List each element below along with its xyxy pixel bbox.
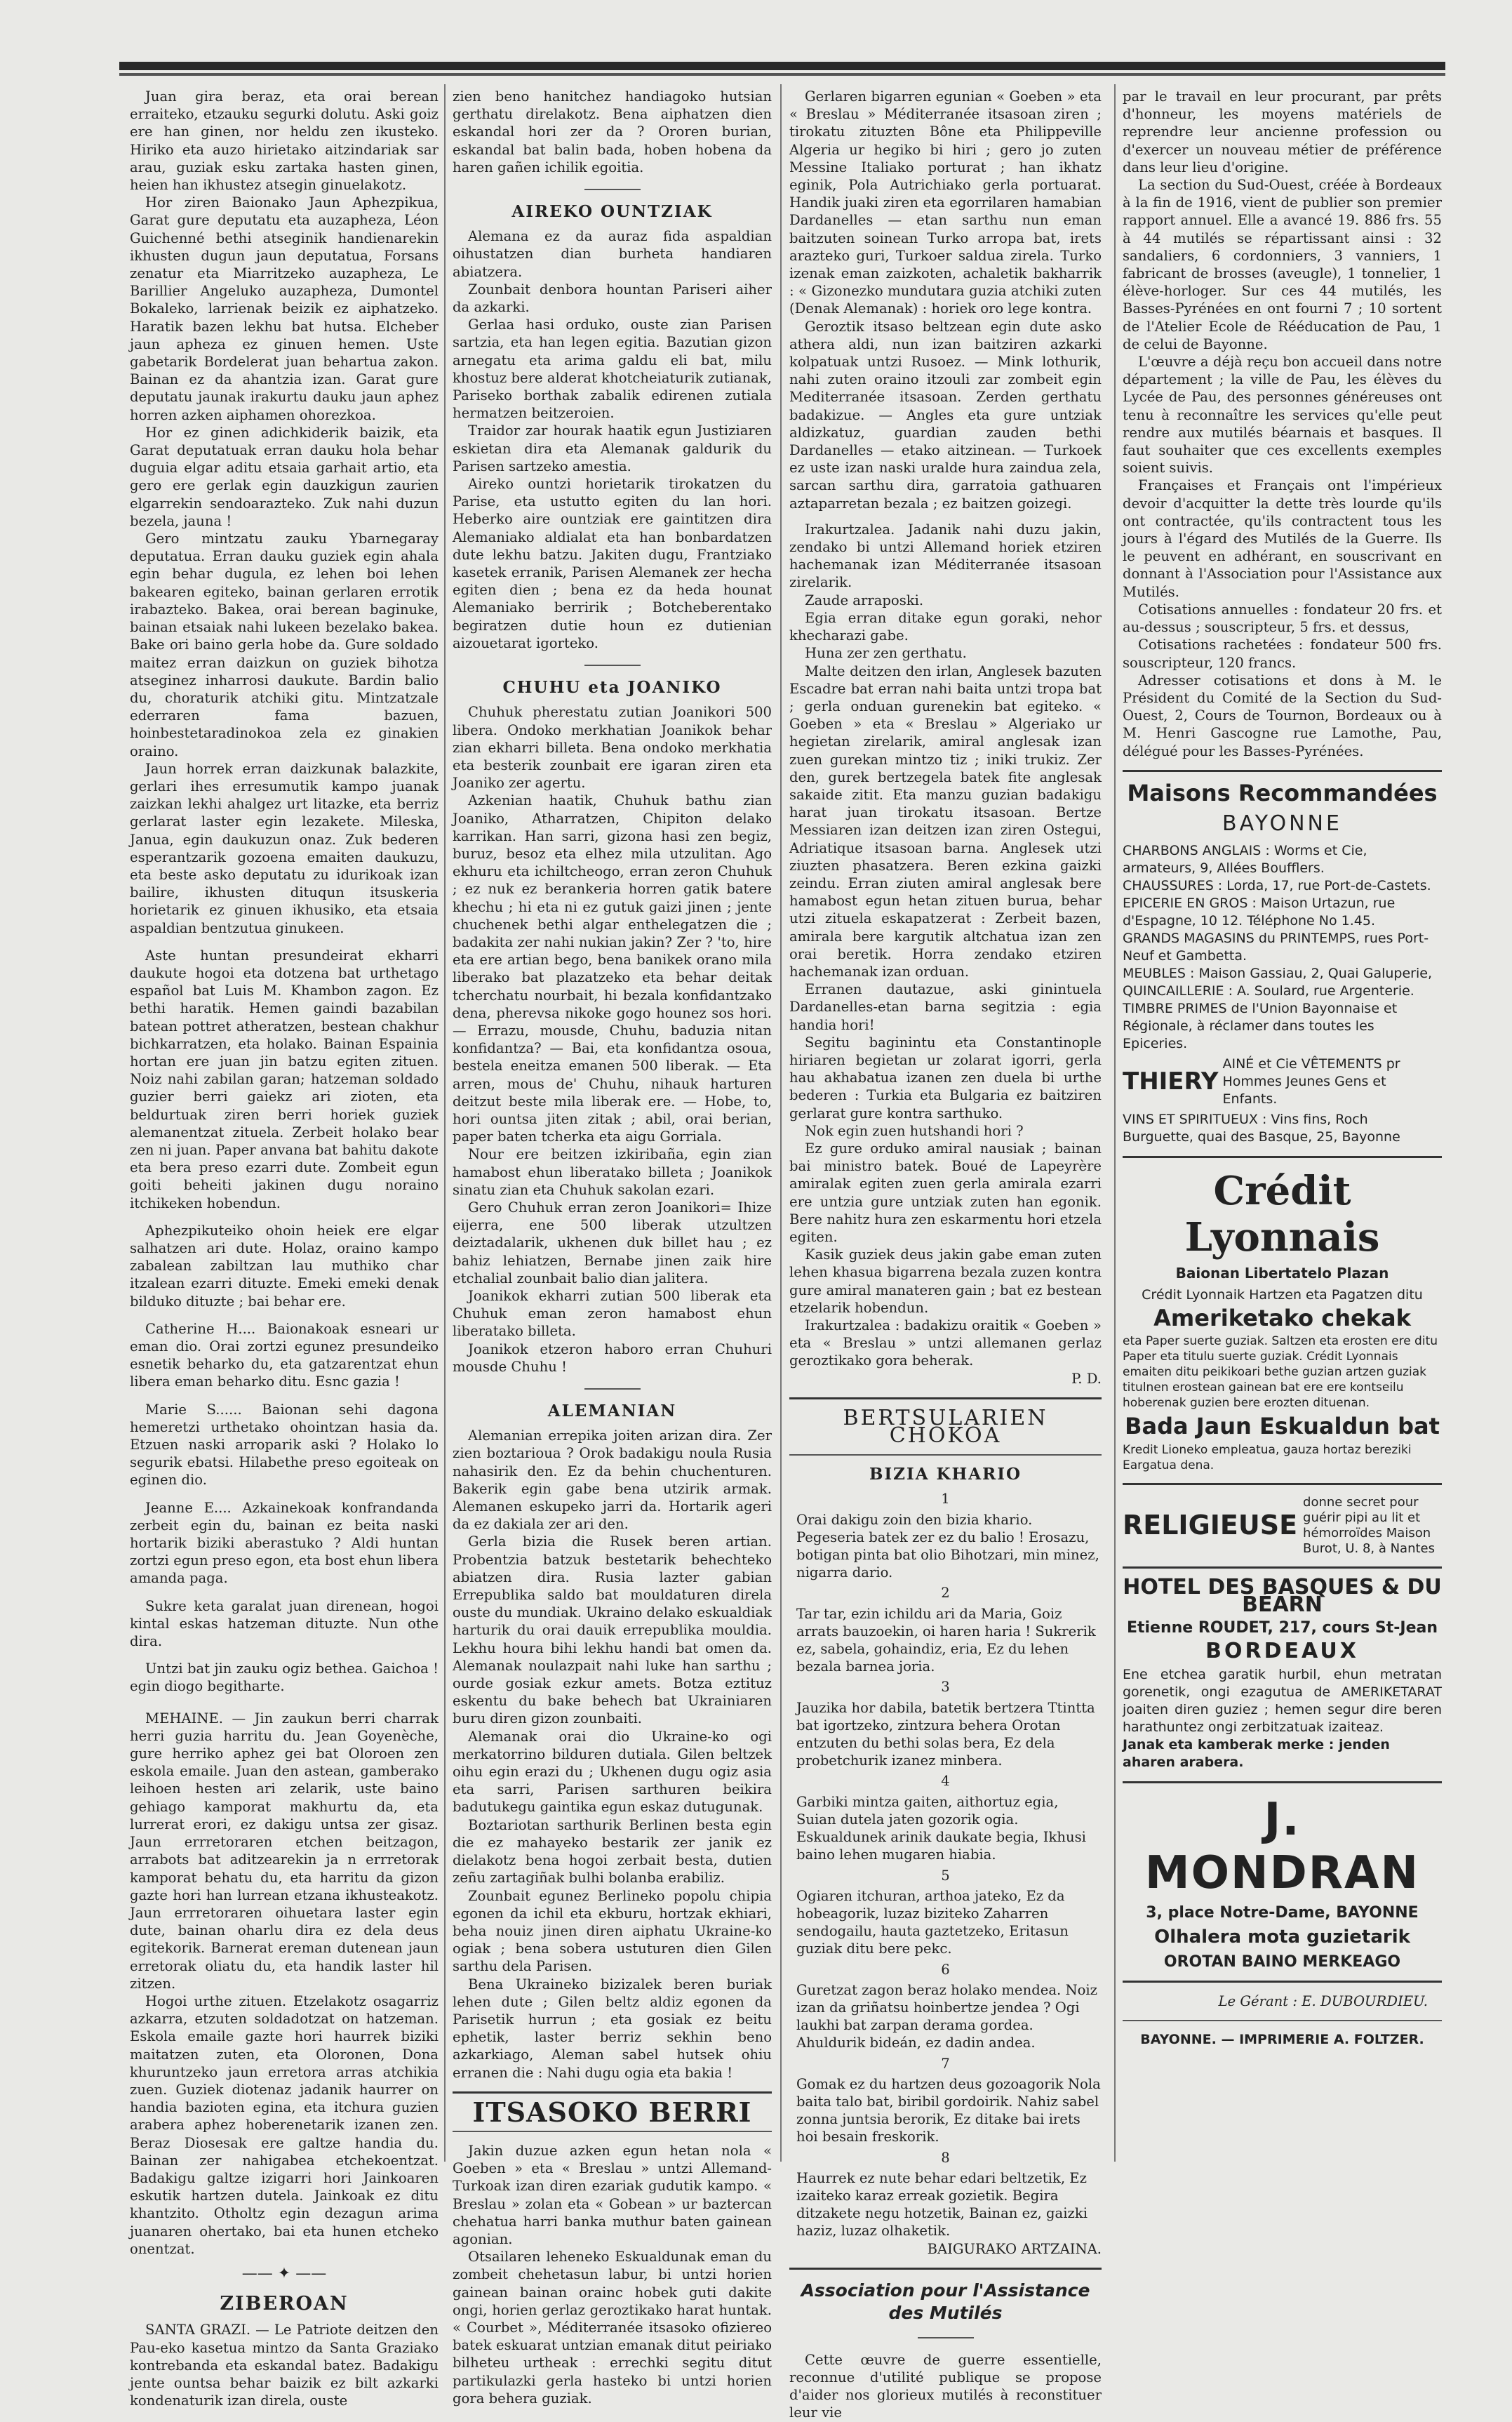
ad-item: TIMBRE PRIMES de l'Union Bayonnaise et Régionale, à réclamer dans toutes les Epiceries. xyxy=(1123,1001,1398,1052)
court-item: Catherine H.... Baionakoak esneari ur eman dio. Orai zortzi egunez presundeiko esnetik beharko du, eta gatzarentzat ehun libera eman beharko ditu. Esnc gazia ! xyxy=(130,1320,439,1390)
ad-headline: Ameriketako chekak xyxy=(1153,1305,1411,1332)
paragraph: Huna zer zen gerthatu. xyxy=(805,645,967,662)
court-item: Marie S...... Baionan sehi dagona hemeretzi urthetako ohointzan hasia da. Etzuen naski arroparik aski ? Holako lo segurik ebatsi. Hilabethe preso egoiteak on eginen dio. xyxy=(130,1401,439,1489)
ad-text: Kredit Lioneko empleatua, gauza hortaz bereziki Eargatua dena. xyxy=(1123,1442,1412,1472)
column-divider xyxy=(444,84,446,2162)
court-item: Jeanne E.... Azkainekoak konfrandanda zerbeit egin du, bainan ez beita naski hortarik biziki aberastuko ? Aldi huntan zortzi egun preso egon, eta bost ehun libera amanda paga. xyxy=(130,1499,439,1587)
paragraph: Malte deitzen den irlan, Anglesek bazuten Escadre bat erran nahi baita untzi tropa bat ; gerla onduan gurenekin bat egiteko. « Goeben » eta « Breslau » Algeriako ur hegietan zirelarik, amiral anglesak izan zuen gurekan mintzo tiz ; iniki trukiz. Zer den, gurek bertzegela batek fite anglesak sakaide zitit. Eta manzu guzian badakigu harat juan tirokatu itsasoan. Bertze Messiaren izan deitzen izan ziren Ostegui, Adriatique itsasoan barna. Anglesek utzi ziuzten phasatzera. Beren ezkina gaizki zeindu. Erran ziuten amiral anglesak bere hamabost egun hetan zituen burua, behar utzi zituela eskapatzerat : Zerbeit bazen, amirala bere kargutik altchatua izan zen orai beretik. Horra zendako etziren hachemanak izan orduan. xyxy=(789,663,1102,980)
santa-grazi-article: SANTA GRAZI. — Le Patriote deitzen den Pau-eko kasetua mintzo da Santa Graziako kontrebanda eta eskandal batez. Badakigu jente ountsa behar baizik ez bilt azkarki kondenaturik izan direla, ouste xyxy=(130,2322,439,2409)
paragraph: Zaude arraposki. xyxy=(805,592,924,608)
ad-item: GRANDS MAGASINS du PRINTEMPS, rues Port-Neuf et Gambetta. xyxy=(1123,931,1429,964)
paragraph: Zounbait denbora hountan Pariseri aiher da azkarki. xyxy=(453,281,772,316)
hotel-address: Etienne ROUDET, 217, cours St-Jean xyxy=(1126,1619,1438,1637)
ad-subtitle: Baionan Libertatelo Plazan xyxy=(1175,1265,1389,1282)
section-title-chuhu: CHUHU eta JOANIKO xyxy=(502,678,722,698)
poem-stanza: Jauzika hor dabila, batetik bertzera Ttintta bat igortzeko, zintzura behera Orotan entzuten du bethi solas bera, Ez dela probetchurik izanez minbera. xyxy=(796,1699,1095,1769)
paragraph: Hogoi urthe zituen. Etzelakotz osagarriz azkarra, etzuten soldadotzat on hatzeman. Eskola emaile gazte hori haurrek biziki maitatzen zuten, eta Oloronen, Dona khuruntzeko jaun erretora arras atchikia zuen. Guziek diotenaz jadanik haurrer on handia bazioten egina, eta itchura guzien arabera aphez hoberenetarik izanen zen. Beraz Diosesak ere galtze handia du. Bainan zer nahigabea etchekoentzat. Badakigu galtze izigarri hori Jainkoaren eskutik hartzen dutela. Jainkoak ez ditu khantzito. Otholtz egin dezagun arima juanaren ohertako, bai eta hunen etcheko onentzat. xyxy=(130,1992,439,2257)
gerant: Le Gérant : E. DUBOURDIEU. xyxy=(1218,1993,1428,2010)
stanza-number: 8 xyxy=(941,2149,950,2166)
section-title-bertsularien: BERTSULARIEN CHOKOA xyxy=(843,1405,1048,1449)
ad-text: Janak eta kamberak merke : jenden aharen arabera. xyxy=(1123,1736,1390,1770)
paragraph: Geroztik itsaso beltzean egin dute asko athera aldi, nun izan baitziren azkarki kolpatuak untzi Rusoez. — Mink lothurik, nahi zuten oraino itzouli zar zombeit egin Mediterranée itsasoan. Zerden gerthatu badakizue. — Angles eta gure untziak aldizkatuz, guardian zauden bethi Dardanelles — etako aitzinean. — Turkoek ez uste izan naski uralde hura zaindua zela, sarcan sarthu dira, garratoia gathuaren aztaparretan bezala ; ez baitzen goizegi. xyxy=(789,318,1102,512)
paragraph: Gerla bizia die Rusek beren artian. Probentzia batzuk bestetarik behechteko abiatzen dira. Rusia lazter gabian Errepublika saldo bat mouldaturen direla ouste du mundiak. Ukraino delako eskualdiak harturik du orai dauik errepublika mouldia. Lekhu houra bihi lekhu handi bat omen da. Alemanak noulazpait nahi luke han sarthu ; ourde gosiak ezkur amets. Botza eztituz eskentu du bake behech bat Ukrainiaren buru diren gizon zounbaiti. xyxy=(453,1533,772,1727)
paragraph: Untzi bat jin zauku ogiz bethea. Gaichoa ! egin diogo begitharte. xyxy=(130,1661,439,1695)
paragraph: Aireko ountzi horietarik tirokatzen du Parise, eta ustutto egiten du lan hori. Heberko aire ountziak ere gaintitzen dira Alemaniako aldialat eta han bonbardatzen dute lekhu batzu. Jakiten dugu, Frantziako kasetek erranik, Parisen Alemanek zer hecha egiten dien ; bena ez da heda hounat Alemaniako berririk ; Botcheberentako begiratzen dutie houn ez dutienian aizouetarat igorteko. xyxy=(453,476,772,651)
paragraph: L'œuvre a déjà reçu bon accueil dans notre département ; la ville de Pau, les élèves du Lycée de Pau, des personnes généreuses ont tenu à reconnaître les services qu'elle peut rendre aux mutilés béarnais et basques. Il faut souhaiter que ces excellents exemples soient suivis. xyxy=(1123,354,1442,477)
section-rule xyxy=(1123,770,1442,772)
section-rule xyxy=(453,2091,772,2094)
section-rule xyxy=(453,2131,772,2132)
poem-stanza: Haurrek ez nute behar edari beltzetik, Ez izaiteko karaz erreak gozietik. Begira ditzakete negu hotzetik, Bainan ez, gaizki haziz, luzaz olhaketik. xyxy=(796,2169,1088,2240)
credit-lyonnais-title: Crédit Lyonnais xyxy=(1184,1168,1380,1261)
paragraph: Traidor zar hourak haatik egun Justiziaren eskietan dira eta Alemanak galdurik du Parisen sartzeko amestia. xyxy=(453,422,772,474)
section-rule xyxy=(1123,1981,1442,1983)
divider xyxy=(584,665,641,666)
ad-item: QUINCAILLERIE : A. Soulard, rue Argenterie. xyxy=(1123,983,1414,999)
divider xyxy=(584,189,641,190)
stanza-number: 2 xyxy=(941,1585,950,1602)
poem-title: BIZIA KHARIO xyxy=(869,1465,1022,1484)
ad-headline: Bada Jaun Eskualdun bat xyxy=(1125,1412,1440,1439)
paragraph: Boztariotan sarthurik Berlinen besta egin die ez mahayeko bestarik zer janik ez dielakotz bena hogoi zerbait besta, dutien zeñu zartagiñak bulhi bolanba erabiliz. xyxy=(453,1816,772,1887)
ad-text: Crédit Lyonnaik Hartzen eta Pagatzen ditu xyxy=(1142,1287,1423,1303)
paragraph: Jakin duzue azken egun hetan nola « Goeben » eta « Breslau » untzi Allemand-Turkoak izan diren ezariak gudutik kampo. « Breslau » zolan eta « Gobean » ur baztercan chehatua harri banka muthur baten gainean agonian. xyxy=(453,2142,772,2247)
mondran-address: 3, place Notre-Dame, BAYONNE xyxy=(1146,1903,1419,1922)
divider xyxy=(584,1388,641,1390)
stanza-number: 7 xyxy=(941,2055,950,2072)
paragraph: Zounbait egunez Berlineko popolu chipia egonen da ichil eta ekburu, hortzak ekhiari, beha nouiz jinen diren aiphatu Ukraine-ko ogiak ; bena sobera ustuturen dien Gilen sarthu dela Parisen. xyxy=(453,1887,772,1975)
stanza-number: 1 xyxy=(941,1491,950,1508)
section-rule xyxy=(1123,1781,1442,1783)
hotel-title: HOTEL DES BASQUES & DU BÉARN xyxy=(1123,1574,1442,1617)
section-title-ziberoan: ZIBEROAN xyxy=(220,2293,349,2315)
column-divider xyxy=(780,84,782,2162)
column-4 xyxy=(1123,88,1442,2165)
religieuse-ad xyxy=(1123,1495,1442,1557)
thiery-logo: THIERY xyxy=(1123,1067,1219,1096)
paragraph: Cette œuvre de guerre essentielle, reconnue d'utilité publique se propose d'aider nos glorieux mutilés à reconstituer leur vie xyxy=(789,2351,1102,2421)
paragraph: Aphezpikuteiko ohoin heiek ere elgar salhatzen ari dute. Holaz, oraino kampo zabalean zabiltzan lau muthiko char itzalean ezarri dituzte. Emeki emeki denak bilduko dituzte ; bai behar ere. xyxy=(130,1222,439,1310)
column-2 xyxy=(453,88,772,2407)
paragraph: Kasik guziek deus jakin gabe eman zuten lehen khasua bigarrena bezala zuzen kontra gure amiral manateren gain ; bat ez bestean etzelarik hobendun. xyxy=(789,1246,1102,1316)
divider xyxy=(918,2337,974,2338)
ad-item: MEUBLES : Maison Gassiau, 2, Quai Galuperie, xyxy=(1123,966,1432,982)
ad-item: AINÉ et Cie VÊTEMENTS pr Hommes Jeunes Gens et Enfants. xyxy=(1222,1056,1400,1107)
paragraph: Aste huntan presundeirat ekharri daukute hogoi eta dotzena bat urthetago español bat Luis M. Khambon zagon. Ez bethi haratik. Hemen gaindi bazabilan batean pottret atheratzen, bestean chakhur bichkarratzen, eta holako. Bainan Espainia hortan ere juan jin batzu egiten zituen. Noiz nahi zabilan garan; hatzeman soldado guzier berri gaiekz ari zioten, eta beldurtuak ziren berri horiek guziek alemanentzat zituela. Zerbeit holako bear zen ni juan. Paper anvana bat bahitu dakote eta bera preso ezarri dute. Zombeit egun goiti beheiti jakinen dugu noraino itchikeken hobendun. xyxy=(130,947,439,1211)
paragraph: Jaun horrek erran daizkunak balazkite, gerlari ihes erresumutik kampo juanak zaizkan lekhi ahalgez urt litazke, eta berriz gerlarat laster egin lezakete. Mileska, Janua, egin daukuzun onaz. Zuk bederen esperantzarik gozoena emaiten daukuzu, eta beste asko deputatu zu idurikoak izan bailire, ikhusten dituqun itsuskeria horietarik ez ginuen ikhusiko, eta etsaia aspaldian bentzutua ginukeen. xyxy=(130,760,439,936)
paragraph: Hor ez ginen adichkiderik baizik, eta Garat deputatuak erran dauku hola behar duguia elgar aditu etsaia garhait artio, eta gero ere gerlak egin dauzkigun zaurien elgarrekin sendoarazteko. Zuk nahi duzun bezela, jauna ! xyxy=(130,424,439,529)
ad-headline: OROTAN BAINO MERKEAGO xyxy=(1163,1952,1401,1971)
paragraph: Françaises et Français ont l'impérieux devoir d'acquitter la dette très lourde qu'ils ont contractée, qu'ils contractent tous les jours à l'égard des Mutilés de la Guerre. Ils le peuvent en adhérant, en souscrivant en donnant à l'Association pour l'Assistance aux Mutilés. xyxy=(1123,477,1442,600)
section-rule xyxy=(789,1397,1102,1399)
poem-stanza: Guretzat zagon beraz holako mendea. Noiz izan da griñatsu hoinbertze jendea ? Ogi laukhi bat zarpan derama gordea. Ahuldurik bideán, ez dadin andea. xyxy=(796,1981,1098,2051)
section-rule xyxy=(1123,1483,1442,1485)
paragraph: La section du Sud-Ouest, créée à Bordeaux à la fin de 1916, vient de publier son premier rapport annuel. Elle a avancé 19. 886 frs. 55 à 44 mutilés se répartissant ainsi : 32 sandaliers, 6 cordonniers, 3 vanniers, 1 fabricant de brosses (aveugle), 1 tonnelier, 1 élève-horloger. Sur ces 44 mutilés, les Basses-Pyrénées en ont fourni 7 ; 10 sortent de l'Atelier Ecole de Rééducation de Pau, 1 de celui de Bayonne. xyxy=(1123,177,1442,352)
column-1 xyxy=(130,88,439,2409)
ad-headline: Olhalera mota guzietarik xyxy=(1154,1926,1410,1948)
paragraph: Sukre keta garalat juan direnean, hogoi kintal eskas hatzeman dituzte. Nun othe dira. xyxy=(130,1597,439,1650)
city-heading: BAYONNE xyxy=(1222,811,1342,836)
column-divider xyxy=(1114,84,1116,2162)
paragraph: Gerlaren bigarren egunian « Goeben » eta « Breslau » Méditerranée itsasoan ziren ; tirokatu zituzten Bône eta Philippeville Algeria ur hegiko bi hiri ; gero jo zuten Messine Italiako porturat ; han ikhatz eginik, Pola Autrichiako gerla portuarat. Handik juaki ziren eta egorrilaren hamabian Dardanelles — etan sarthu nun eman baitzuten soinean Turko arropa bat, irets arazteko guri, Turkoer saldua zirela. Turko izenak eman zaizkoten, achaletik bakharrik : « Gizonezko mundutara guzia atchiki zuten (Denak Alemanak) : horiek oro lege kontra. xyxy=(789,88,1102,317)
paragraph: Gero mintzatu zauku Ybarnegaray deputatua. Erran dauku guziek egin ahala egin behar dugula, ez lehen boi lehen bakearen egiteko, bainan gerlaren errotik irabazteko. Bakea, orai berean baginuke, bainan etsaiak nahi lukeen bezelako bakea. Bake ori baino gerla hobe da. Gure soldado maitez erran daizkun on guziek bihotza atseginez inharrosi daukute. Bardin balio du, choraturik atchiki gitu. Mintzatzale ederraren fama bazuen, hoinbestetaradinokoa zela ez ginakien oraino. xyxy=(130,531,439,759)
paragraph: Azkenian haatik, Chuhuk bathu zian Joaniko, Atharratzen, Chipiton delako karrikan. Han sarri, gizona hasi zen begiz, buruz, besoz eta elhez mila utzulitan. Ago ekhuru eta ichiltcheogo, erran zeron Chuhuk ; ez nuk ez berankeria horren gatik batere khechu ; hi eta ni ez gutuk gaizi jinen ; jente chuchenek bethi algar enthelegatzen die ; badakita zer nahi nukian jakin? Zer ? 'to, hire eta ere artian bego, bena banikek orano mila liberako bat plazatzeko eta behar deitak tcherchatu nourbait, hi bezala konfidantzako dena, pherevsa nikoke gogo hounez sos hori. — Errazu, mousde, Chuhu, baduzia nitan konfidantza? — Bai, eta konfidantza osoua, bestela eneitza emanen 500 liberak. — Eta arren, mous de' Chuhu, nihauk harturen deitzut beste mila liberak ere. — Hobe, to, hori ountsa jiten zitak ; abil, orai berian, paper baten tcherka eta aigu Gorriala. xyxy=(453,792,772,1145)
section-title-aireko: AIREKO OUNTZIAK xyxy=(511,202,713,222)
hotel-city: BORDEAUX xyxy=(1205,1639,1359,1664)
ad-text: eta Paper suerte guziak. Saltzen eta erosten ere ditu Paper eta titulu suerte guziak. Crédit Lyonnais emaiten ditu peikikoari bethe guzian artzen guziak titulnen erostean gainean bat ere ere kontseilu hoberenak guzien bere erozten dituenan. xyxy=(1123,1333,1438,1410)
paragraph: Alemanak orai dio Ukraine-ko ogi merkatorrino bilduren dutiala. Gilen beltzek oihu egin erazi du ; Ukhenen dugu ogiz asia eta sarri, Parisen sarthuren beikira badutukegu gaintika egun eskaz dutugunak. xyxy=(453,1728,772,1816)
signature: P. D. xyxy=(1071,1370,1102,1387)
stanza-number: 3 xyxy=(941,1679,950,1696)
ads-heading: Maisons Recommandées xyxy=(1127,779,1438,806)
poem-stanza: Tar tar, ezin ichildu ari da Maria, Goiz arrats bauzoekin, oi haren haria ! Sukrerik ez, sabela, gohaindiz, eria, Ez du lehen bezala barnea joria. xyxy=(796,1605,1096,1675)
paragraph: Irakurtzalea : badakizu oraitik « Goeben » eta « Breslau » untzi allemanen gerlaz geroztikako gora beherak. xyxy=(789,1317,1102,1369)
paragraph: zien beno hanitchez handiagoko hutsian gerthatu direlakotz. Bena aiphatzen dien eskandal hori zer da ? Ororen burian, eskandal bat balin bada, hoben hobena da haren gañen ichilik egoitia. xyxy=(453,88,772,175)
ad-text: Ene etchea garatik hurbil, ehun metratan gorenetik, ongi ezagutua de AMERIKETARAT joaiten diren guziez ; hemen segur dire beren harathuntez ongi zerbitzatuak izaiteaz. xyxy=(1123,1666,1442,1735)
paragraph: Hor ziren Baionako Jaun Aphezpikua, Garat gure deputatu eta auzapheza, Léon Guichenné bethi atseginik handienarekin ikhusten dugun jaun deputatua, Forsans zenatur eta Miarritzeko auzapheza, Le Barillier Angeluko auzapheza, Dumontel Bokaleko, larrienak beizik ez aiphatzeko. Haratik bazen lekhu bat hutsa. Elcheber jaun apheza ez ginuen hemen. Uste gabetarik Bordelerat juan behartua zakon. Bainan ez da ahantzia izan. Garat gure deputatu jaunak irakurtu dauku jaun aphez horren azken aiphamen ohorezkoa. xyxy=(130,194,439,423)
section-title-alemanian: ALEMANIAN xyxy=(547,1402,677,1421)
paragraph: Cotisations annuelles : fondateur 20 frs. et au-dessus ; souscripteur, 5 frs. et dessus, xyxy=(1123,601,1442,636)
paragraph: Erranen dautazue, aski ginintuela Dardanelles-etan barna segitzia : egia handia hori! xyxy=(789,981,1102,1033)
paragraph: Segitu baginintu eta Constantinople hiriaren begietan ur zolarat igorri, gerla hau akhabatua izanen zen duela bi urthe bederen : Turkia eta Bulgaria ez baitziren gerlarat gure kontra sarthuko. xyxy=(789,1034,1102,1122)
paragraph: Juan gira beraz, eta orai berean erraiteko, etzauku segurki dolutu. Aski goiz ere han ginen, nor heldu zen ikusteko. Hiriko eta auzo hirietako aitzindariak sar arau, guziak esku zartaka hasten ginen, heien han ikhustez atsegin ginuelakotz. xyxy=(130,88,439,194)
printer: BAYONNE. — IMPRIMERIE A. FOLTZER. xyxy=(1140,2032,1424,2048)
paragraph: Alemana ez da auraz fida aspaldian oihustatzen dian burheta handiaren abiatzera. xyxy=(453,228,772,280)
mondran-title: J. MONDRAN xyxy=(1144,1793,1420,1899)
paragraph: Irakurtzalea. Jadanik nahi duzu jakin, zendako bi untzi Allemand horiek etziren hachemanak izan Méditerranée itsasoan zirelarik. xyxy=(789,521,1102,591)
paragraph: Joanikok ekharri zutian 500 liberak eta Chuhuk eman zeron hamabost ehun liberatako billeta. xyxy=(453,1288,772,1340)
poem-stanza: Garbiki mintza gaiten, aithortuz egia, Suian dutela jaten gozorik ogia. Eskualdunek arinik daukate begia, Ikhusi baino lehen mugaren hiabia. xyxy=(796,1793,1086,1863)
stanza-number: 6 xyxy=(941,1961,950,1978)
poem-stanza: Gomak ez du hartzen deus gozoagorik Nola baita talo bat, biribil gordoirik. Nahiz sabel zonna juntsia berorik, Ez ditake bai irets hoi besain freskorik. xyxy=(796,2075,1101,2145)
ad-item: CHARBONS ANGLAIS : Worms et Cie, armateurs, 9, Allées Boufflers. xyxy=(1123,843,1367,877)
paragraph: Ez gure orduko amiral nausiak ; bainan bai ministro batek. Boué de Lapeyrère amiralak egiten zuen gerla amirala ezarri ere untzia gure untziak zuten han egonik. Bere nahitz hura zen eskarmentu hori etzela egiten. xyxy=(789,1140,1102,1245)
paragraph: Bena Ukraineko bizizalek beren buriak lehen dute ; Gilen beltz aldiz egonen da Parisetik hurrun ; eta gosiak ez beitu ephetik, laster berriz sekhin beno azkarkiago, Aleman sabel hutsek ohiu erranen die : Nahi dugu ogia eta bakia ! xyxy=(453,1976,772,2081)
paragraph: Joanikok etzeron haboro erran Chuhuri mousde Chuhu ! xyxy=(453,1340,772,1375)
masthead-rule xyxy=(119,62,1445,70)
paragraph: Nok egin zuen hutshandi hori ? xyxy=(805,1122,1024,1139)
section-title-association: Association pour l'Assistance des Mutilés xyxy=(801,2280,1090,2323)
section-rule xyxy=(789,2268,1102,2270)
poet-signature: BAIGURAKO ARTZAINA. xyxy=(927,2240,1102,2257)
thiery-ad xyxy=(1123,1056,1442,1108)
ad-headline: RELIGIEUSE xyxy=(1123,1510,1298,1541)
stanza-number: 4 xyxy=(941,1773,950,1790)
paragraph: Otsailaren leheneko Eskualdunak eman du zombeit chehetasun labur, bi untzi horien gainean bainan orainc hobek guti dakite ongi, horien gerlaz geroztikako harat huntak. « Courbet », Méditerranée itsasoko ofiziereo batek eskuarat untzian emanak ditut peiriako bilheteu urtheak : errechki segitu ditut partikulazki gerla hasteko bi untzi horien gora behera guziak. xyxy=(453,2249,772,2407)
section-rule xyxy=(1123,1156,1442,1158)
ad-item: EPICERIE EN GROS : Maison Urtazun, rue d'Espagne, 10 12. Téléphone No 1.45. xyxy=(1123,896,1396,929)
column-3 xyxy=(789,88,1102,2421)
paragraph: Alemanian errepika joiten arizan dira. Zer zien boztarioua ? Orok badakigu noula Rusia nahasirik den. Ez da behin chuchenturen. Bakerik egin gabe bena utzirik armak. Alemanen eskupeko jarri da. Hortarik ageri da ez dakiala zer ari den. xyxy=(453,1428,772,1533)
paragraph: par le travail en leur procurant, par prêts d'honneur, les moyens matériels de reprendre leur ancienne profession ou d'exercer un nouveau métier de préférence dans leur lieu d'origine. xyxy=(1123,88,1442,175)
paragraph: Gerlaa hasi orduko, ouste zian Parisen sartzia, eta han legen egitia. Bazutian gizon arnegatu eta arima galdu eli bat, milu khostuz bere alderat khotcheiaturik zutianak, Pariseko borthak zabalik edirenen zutiala hermatzen beitzeroien. xyxy=(453,317,772,422)
paragraph: Adresser cotisations et dons à M. le Président du Comité de la Section du Sud-Ouest, 2, Cours de Tournon, Bordeaux ou à M. Henri Gascogne rue Lamothe, Pau, délégué pour les Basses-Pyrénées. xyxy=(1123,672,1442,759)
ad-text: donne secret pour guérir pipi au lit et hémorroïdes Maison Burot, U. 8, à Nantes xyxy=(1303,1494,1436,1556)
section-title-itsasoko: ITSASOKO BERRI xyxy=(472,2096,752,2128)
section-rule xyxy=(789,1454,1102,1456)
section-rule xyxy=(1123,2020,1442,2021)
poem-stanza: Ogiaren itchuran, arthoa jateko, Ez da hobeagorik, luzaz biziteko Zaharren sendogailu, hauta gaztetzeko, Eritasun guziak ditu bere pekc. xyxy=(796,1887,1069,1957)
masthead-rule-thin xyxy=(119,73,1445,76)
paragraph: Nour ere beitzen izkiribaña, egin zian hamabost ehun liberatako billeta ; Joanikok sinatu zian eta Chuhuk sakolan ezari. xyxy=(453,1146,772,1198)
ornament-divider: —— ✦ —— xyxy=(241,2264,327,2282)
paragraph: Gero Chuhuk erran zeron Joanikori= Ihize eijerra, ene 500 liberak utzultzen deiztadalarik, ukhenen duk billet hau ; ez bahiz lehiatzen, Bernabe jinen zaik hire etchalial zounbait balio dian jalitera. xyxy=(453,1199,772,1286)
mehaine-article: MEHAINE. — Jin zaukun berri charrak herri guzia harritu du. Jean Goyenèche, gure herriko aphez gei bat Oloroen zen eskola emaile. Juan den astean, gamberako leihoen hesten ari zelarik, uste baino gehiago kamporat makhurtu da, eta lurrerat erori, ez dakigu untsa zer gisaz. Jaun errretoraren etchen beitzagon, arrabots bat aditzearekin ja n errretorak kamporat behatu du, eta harritu da gizon gazte hori han lurrean etzana ikhusteakotz. Jaun errretoraren oihuetara laster egin dute, bainan oharlu dira ez dela deus egitekorik. Barnerat ereman dutenean jaun erretorak oliatu du, eta handik laster hil zitzen. xyxy=(130,1710,439,1992)
ad-item: VINS ET SPIRITUEUX : Vins fins, Roch Burguette, quai des Basque, 25, Bayonne xyxy=(1123,1112,1400,1145)
paragraph: Egia erran ditake egun goraki, nehor khecharazi gabe. xyxy=(789,609,1102,644)
section-rule xyxy=(1123,1566,1442,1569)
stanza-number: 5 xyxy=(941,1867,950,1884)
paragraph: Chuhuk pherestatu zutian Joanikori 500 libera. Ondoko merkhatian Joanikok behar zian ekharri billeta. Bena ondoko merkhatia eta besterik zounbait ere igaran ziren eta Joaniko zer agertu. xyxy=(453,704,772,792)
ad-item: CHAUSSURES : Lorda, 17, rue Port-de-Castets. xyxy=(1123,878,1431,894)
poem-stanza: Orai dakigu zoin den bizia khario. Pegeseria batek zer ez du balio ! Erosazu, botigan pinta bat olio Bihotzari, min minez, nigarra dario. xyxy=(796,1511,1099,1581)
paragraph: Cotisations rachetées : fondateur 500 frs. souscripteur, 120 francs. xyxy=(1123,637,1442,671)
